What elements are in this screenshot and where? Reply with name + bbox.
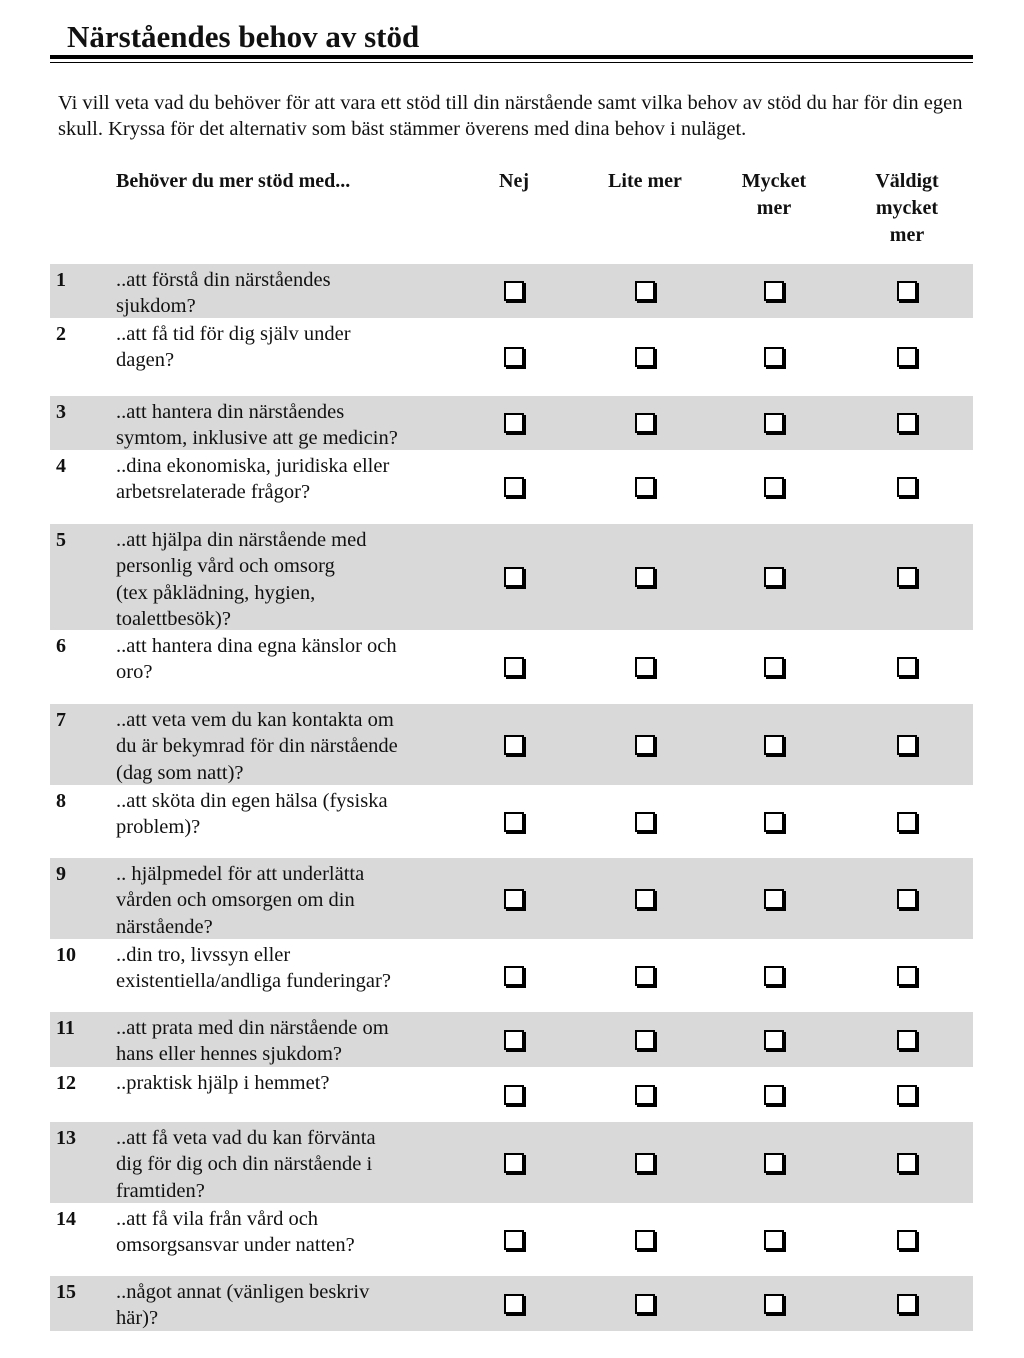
title-divider-thin — [50, 62, 973, 63]
table-row — [50, 1203, 973, 1276]
checkbox-valdigt-mycket-mer[interactable] — [897, 347, 917, 367]
checkbox-nej[interactable] — [504, 966, 524, 986]
checkbox-mycket-mer[interactable] — [764, 1230, 784, 1250]
question-text: ..att hantera din närståendes symtom, inklusive att ge medicin? — [116, 401, 398, 450]
checkbox-valdigt-mycket-mer[interactable] — [897, 1153, 917, 1173]
table-row — [50, 396, 973, 450]
checkbox-lite-mer[interactable] — [635, 735, 655, 755]
checkbox-lite-mer[interactable] — [635, 1230, 655, 1250]
checkbox-mycket-mer[interactable] — [764, 812, 784, 832]
checkbox-mycket-mer[interactable] — [764, 889, 784, 909]
table-row — [50, 1276, 973, 1331]
question-text: ..att sköta din egen hälsa (fysiska problem)? — [116, 790, 388, 839]
checkbox-nej[interactable] — [504, 567, 524, 587]
checkbox-valdigt-mycket-mer[interactable] — [897, 477, 917, 497]
question-text: ..att veta vem du kan kontakta om du är bekymrad för din närstående (dag som natt)? — [116, 709, 398, 784]
checkbox-mycket-mer[interactable] — [764, 413, 784, 433]
question-text: ..att hjälpa din närstående med personlig vård och omsorg (tex påklädning, hygien, toalettbesök)? — [116, 529, 367, 630]
row-number: 14 — [56, 1208, 76, 1230]
checkbox-mycket-mer[interactable] — [764, 966, 784, 986]
checkbox-valdigt-mycket-mer[interactable] — [897, 1085, 917, 1105]
checkbox-nej[interactable] — [504, 413, 524, 433]
table-row — [50, 858, 973, 939]
checkbox-lite-mer[interactable] — [635, 281, 655, 301]
checkbox-mycket-mer[interactable] — [764, 477, 784, 497]
row-number: 10 — [56, 944, 76, 966]
row-number: 5 — [56, 529, 66, 551]
table-row — [50, 1012, 973, 1067]
checkbox-nej[interactable] — [504, 735, 524, 755]
row-number: 1 — [56, 269, 66, 291]
question-text: ..dina ekonomiska, juridiska eller arbetsrelaterade frågor? — [116, 455, 390, 504]
row-number: 7 — [56, 709, 66, 731]
table-row — [50, 785, 973, 858]
checkbox-lite-mer[interactable] — [635, 413, 655, 433]
question-text: ..att få veta vad du kan förvänta dig för dig och din närstående i framtiden? — [116, 1127, 376, 1202]
question-text: ..något annat (vänligen beskriv här)? — [116, 1281, 370, 1330]
row-number: 12 — [56, 1072, 76, 1094]
question-text: ..din tro, livssyn eller existentiella/andliga funderingar? — [116, 944, 391, 993]
checkbox-lite-mer[interactable] — [635, 477, 655, 497]
checkbox-valdigt-mycket-mer[interactable] — [897, 1294, 917, 1314]
checkbox-nej[interactable] — [504, 1153, 524, 1173]
checkbox-mycket-mer[interactable] — [764, 567, 784, 587]
checkbox-valdigt-mycket-mer[interactable] — [897, 1030, 917, 1050]
question-text: ..att förstå din närståendes sjukdom? — [116, 269, 331, 318]
checkbox-mycket-mer[interactable] — [764, 1294, 784, 1314]
checkbox-nej[interactable] — [504, 281, 524, 301]
checkbox-valdigt-mycket-mer[interactable] — [897, 567, 917, 587]
checkbox-lite-mer[interactable] — [635, 1030, 655, 1050]
checkbox-nej[interactable] — [504, 477, 524, 497]
checkbox-valdigt-mycket-mer[interactable] — [897, 281, 917, 301]
column-header-valdigt-mycket-mer: Väldigt mycket mer — [875, 170, 939, 246]
checkbox-mycket-mer[interactable] — [764, 1030, 784, 1050]
column-header-mycket-mer: Mycket mer — [741, 170, 807, 219]
table-row — [50, 939, 973, 1012]
checkbox-valdigt-mycket-mer[interactable] — [897, 812, 917, 832]
table-row — [50, 1067, 973, 1122]
table-row — [50, 630, 973, 704]
checkbox-nej[interactable] — [504, 812, 524, 832]
question-text: ..att hantera dina egna känslor och oro? — [116, 635, 397, 684]
row-number: 4 — [56, 455, 66, 477]
row-number: 6 — [56, 635, 66, 657]
checkbox-nej[interactable] — [504, 1030, 524, 1050]
row-number: 8 — [56, 790, 66, 812]
checkbox-lite-mer[interactable] — [635, 889, 655, 909]
checkbox-lite-mer[interactable] — [635, 1294, 655, 1314]
checkbox-valdigt-mycket-mer[interactable] — [897, 966, 917, 986]
checkbox-mycket-mer[interactable] — [764, 1085, 784, 1105]
table-header — [50, 168, 973, 258]
checkbox-valdigt-mycket-mer[interactable] — [897, 735, 917, 755]
checkbox-mycket-mer[interactable] — [764, 657, 784, 677]
checkbox-lite-mer[interactable] — [635, 966, 655, 986]
question-table — [50, 264, 973, 1331]
question-text: ..att få tid för dig själv under dagen? — [116, 323, 351, 372]
question-header: Behöver du mer stöd med... — [116, 170, 351, 192]
row-number: 13 — [56, 1127, 76, 1149]
row-number: 2 — [56, 323, 66, 345]
row-number: 3 — [56, 401, 66, 423]
title-divider — [50, 55, 973, 59]
checkbox-mycket-mer[interactable] — [764, 735, 784, 755]
checkbox-mycket-mer[interactable] — [764, 281, 784, 301]
checkbox-nej[interactable] — [504, 347, 524, 367]
table-row — [50, 524, 973, 630]
table-row — [50, 704, 973, 785]
table-row — [50, 264, 973, 318]
checkbox-lite-mer[interactable] — [635, 1153, 655, 1173]
checkbox-nej[interactable] — [504, 889, 524, 909]
question-text: ..att få vila från vård och omsorgsansvar under natten? — [116, 1208, 355, 1257]
question-text: .. hjälpmedel för att underlätta vården och omsorgen om din närstående? — [116, 863, 365, 938]
column-header-nej: Nej — [499, 170, 529, 192]
checkbox-lite-mer[interactable] — [635, 812, 655, 832]
row-number: 11 — [56, 1017, 75, 1039]
checkbox-mycket-mer[interactable] — [764, 347, 784, 367]
table-row — [50, 318, 973, 396]
checkbox-nej[interactable] — [504, 657, 524, 677]
checkbox-lite-mer[interactable] — [635, 567, 655, 587]
column-header-lite-mer: Lite mer — [608, 170, 682, 192]
checkbox-valdigt-mycket-mer[interactable] — [897, 413, 917, 433]
checkbox-mycket-mer[interactable] — [764, 1153, 784, 1173]
checkbox-valdigt-mycket-mer[interactable] — [897, 657, 917, 677]
checkbox-lite-mer[interactable] — [635, 347, 655, 367]
question-text: ..praktisk hjälp i hemmet? — [116, 1072, 330, 1094]
page-title: Närståendes behov av stöd — [67, 19, 420, 54]
checkbox-valdigt-mycket-mer[interactable] — [897, 889, 917, 909]
checkbox-nej[interactable] — [504, 1294, 524, 1314]
table-row — [50, 1122, 973, 1203]
row-number: 9 — [56, 863, 66, 885]
checkbox-lite-mer[interactable] — [635, 1085, 655, 1105]
checkbox-lite-mer[interactable] — [635, 657, 655, 677]
checkbox-nej[interactable] — [504, 1230, 524, 1250]
checkbox-valdigt-mycket-mer[interactable] — [897, 1230, 917, 1250]
checkbox-nej[interactable] — [504, 1085, 524, 1105]
intro-text: Vi vill veta vad du behöver för att vara ett stöd till din närstående samt vilka behov av stöd du har för din egen skull. Kryssa för det alternativ som bäst stämmer överens med dina behov i nuläget. — [58, 92, 963, 140]
table-row — [50, 450, 973, 524]
row-number: 15 — [56, 1281, 76, 1303]
question-text: ..att prata med din närstående om hans eller hennes sjukdom? — [116, 1017, 389, 1066]
